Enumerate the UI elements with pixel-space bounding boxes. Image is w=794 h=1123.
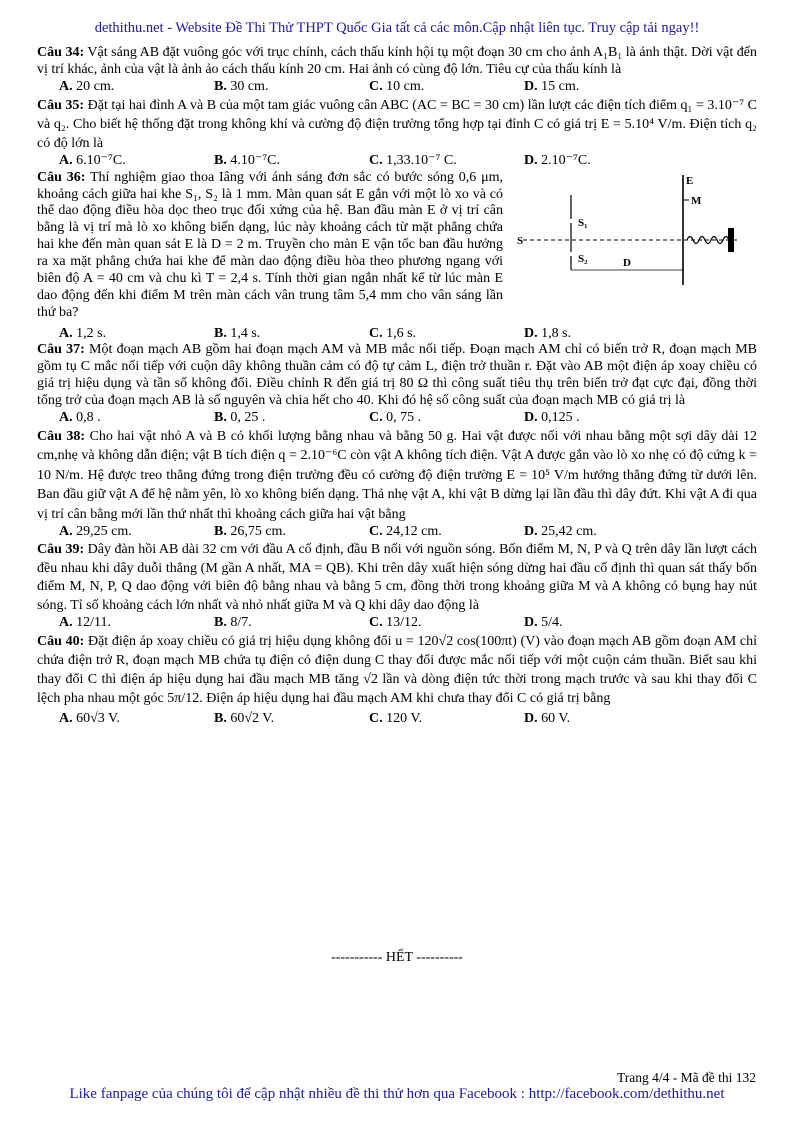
question-label: Câu 34: [37,45,85,60]
question-36 [37,170,503,326]
label-m: M [691,194,702,207]
options-38 [59,524,757,541]
end-marker: ----------- HẾT ---------- [331,950,463,965]
question-text: Thí nghiệm giao thoa Iâng với ánh sáng đơn sắc có bước sóng 0,6 μm, khoảng cách giữa hai khe S₁, S₂ là 1 mm. Màn quan sát E gắn với một lò xo và có thể dao động điều hòa dọc theo trục đối xứng của hệ. Ban đầu màn E ở vị trí cân bằng là vị trí mà lò xo không biến dạng, lúc này khoảng cách từ mặt phẳng chứa hai khe đến màn quan sát E là D = 2 m. Truyền cho màn E vận tốc ban đầu hướng ra xa mặt phẳng chứa hai khe để màn dao động điều hòa theo phương ngang với biên độ A = 40 cm và chu kì T = 2,4 s. Tính thời gian ngắn nhất kể từ lúc màn E dao động đến khi điểm M trên màn cách vân trung tâm 5,4 mm cho vân sáng lần thứ ba? [37,169,503,320]
option-c: C. 120 V. [369,711,423,727]
option-c: C. 24,12 cm. [369,524,442,540]
option-a: A. 20 cm. [59,78,115,94]
option-d: D. 0,125 . [524,410,580,426]
option-c: C. 10 cm. [369,78,425,94]
question-text: Vật sáng AB đặt vuông góc với trục chính, cách thấu kính hội tụ một đoạn 30 cm cho ảnh A₁B₁ là ảnh thật. Dời vật đến vị trí khác, ảnh của vật là ảnh ảo cách thấu kính 20 cm. Hai ảnh có cùng độ lớn. Tiêu cự của thấu kính là [37,45,757,77]
question-text: Đặt tại hai đỉnh A và B của một tam giác vuông cân ABC (AC = BC = 30 cm) lần lượt các điện tích điểm q₁ = 3.10⁻⁷ C và q₂. Cho biết hệ thống đặt trong không khí và cường độ điện trường tổng hợp tại đỉnh C có giá trị E = 5.10⁴ V/m. Điện tích q₂ có độ lớn là [37,97,758,151]
options-36 [59,326,757,343]
question-text: Cho hai vật nhỏ A và B có khối lượng bằng nhau và bằng 50 g. Hai vật được nối với nhau bằng một sợi dây dài 12 cm,nhẹ và không dẫn điện; vật B tích điện q = 2.10⁻⁶C còn vật A không tích điện. Vật A được gắn vào lò xo nhẹ có độ cứng k = 10 N/m. Hệ được treo thẳng đứng trong điện trường đều có cường độ điện trường E = 10⁵ V/m hướng thẳng đứng từ dưới lên. Ban đầu giữ vật A để hệ nằm yên, lò xo không biến dạng. Thả nhẹ vật A, khi vật B dừng lại lần đầu thì dây đứt. Khi vật A đi qua vị trí cân bằng mới lần thứ nhất thì khoảng cách giữa hai vật bằng [37,428,757,522]
question-38 [37,427,757,525]
question-label: Câu 39: [37,542,85,558]
option-a: A. 29,25 cm. [59,524,132,540]
option-c: C. 1,33.10⁻⁷ C. [369,152,457,168]
question-text: Đặt điện áp xoay chiều có giá trị hiệu dụng không đổi u = 120√2 cos(100πt) (V) vào đoạn mạch AB gồm đoạn AM chỉ chứa điện trở R, đoạn mạch MB chứa tụ điện có điện dung C thay đổi được mắc nối tiếp với một cuộn cảm thuần. Biết sau khi thay đổi C thì điện áp hiệu dụng hai đầu mạch MB tăng √2 lần và dòng điện tức thời trong mạch trước và sau khi thay đổi C lệch pha nhau một góc 5π/12. Điện áp hiệu dụng hai đầu mạch AM khi chưa thay đổi C có giá trị bằng [37,634,758,707]
option-d: D. 1,8 s. [524,325,572,341]
label-s2: S₂ [578,252,588,265]
question-text: Một đoạn mạch AB gồm hai đoạn mạch AM và MB mắc nối tiếp. Đoạn mạch AM chỉ có biến trở R, đoạn mạch MB gồm tụ C mắc nối tiếp với cuộn dây không thuần cảm có độ tự cảm L, điện trở thuần r. Đặt vào AB một điện áp xoay chiều có giá trị hiệu dụng và tần số không đổi. Điều chỉnh R đến giá trị 80 Ω thì công suất tiêu thụ trên biến trở đạt cực đại, đồng thời tổng trở của đoạn mạch AB là số nguyên và chia hết cho 40. Khi đó hệ số công suất của đoạn mạch MB có giá trị là [37,342,758,409]
options-40 [59,711,757,728]
option-b: B. 1,4 s. [214,325,261,341]
option-c: C. 0, 75 . [369,410,422,426]
question-label: Câu 38: [37,428,86,444]
label-d: D [623,256,631,269]
question-label: Câu 37: [37,342,85,358]
option-a: A. 12/11. [59,615,111,631]
site-header-link[interactable]: dethithu.net - Website Đề Thi Thử THPT Quốc Gia tất cả các môn.Cập nhật liên tục. Truy cập tải ngay!! [94,20,700,36]
option-a: A. 60√3 V. [59,711,120,727]
option-b: B. 8/7. [214,615,252,631]
question-39 [37,541,757,615]
facebook-footer-link[interactable]: Like fanpage của chúng tôi để cập nhật nhiều đề thi thử hơn qua Facebook : http://facebook.com/dethithu.net [69,1086,725,1102]
label-s: S [517,234,524,247]
question-text: Dây đàn hồi AB dài 32 cm với đầu A cố định, đầu B nối với nguồn sóng. Bốn điểm M, N, P và Q trên dây lần lượt cách đều nhau khi dây duỗi thẳng (M gần A nhất, MA = QB). Khi trên dây xuất hiện sóng dừng hai đầu cố định thì quan sát thấy bốn điểm M, N, P, Q dao động với biên độ bằng nhau và bằng 5 cm, đồng thời trong khoảng giữa M và A không có bụng hay nút sóng. Tỉ số khoảng cách lớn nhất và nhỏ nhất giữa M và Q khi dây dao động là [37,542,757,613]
interference-figure [503,170,757,326]
option-c: C. 1,6 s. [369,325,417,341]
option-d: D. 2.10⁻⁷C. [524,152,591,168]
option-d: D. 15 cm. [524,78,580,94]
options-37 [59,410,757,427]
options-39 [59,615,757,632]
question-label: Câu 35: [37,97,85,113]
options-35 [59,153,757,170]
interference-diagram [503,170,757,320]
question-40 [37,632,757,708]
question-37 [37,342,757,410]
label-e: E [686,174,694,187]
question-34 [37,45,757,79]
option-a: A. 6.10⁻⁷C. [59,152,126,168]
option-b: B. 26,75 cm. [214,524,286,540]
option-b: B. 60√2 V. [214,711,275,727]
label-s1: S₁ [578,216,588,229]
question-36-block [37,170,757,326]
option-b: B. 4.10⁻⁷C. [214,152,280,168]
option-c: C. 13/12. [369,615,422,631]
question-label: Câu 36: [37,169,86,185]
option-b: B. 30 cm. [214,78,269,94]
questions-body [37,45,757,728]
option-b: B. 0, 25 . [214,410,266,426]
option-d: D. 60 V. [524,711,571,727]
question-35 [37,96,757,153]
page-number: Trang 4/4 - Mã đề thi 132 [617,1070,756,1085]
option-d: D. 5/4. [524,615,563,631]
option-d: D. 25,42 cm. [524,524,597,540]
option-a: A. 0,8 . [59,410,101,426]
options-34 [59,79,757,96]
question-label: Câu 40: [37,634,85,650]
option-a: A. 1,2 s. [59,325,107,341]
